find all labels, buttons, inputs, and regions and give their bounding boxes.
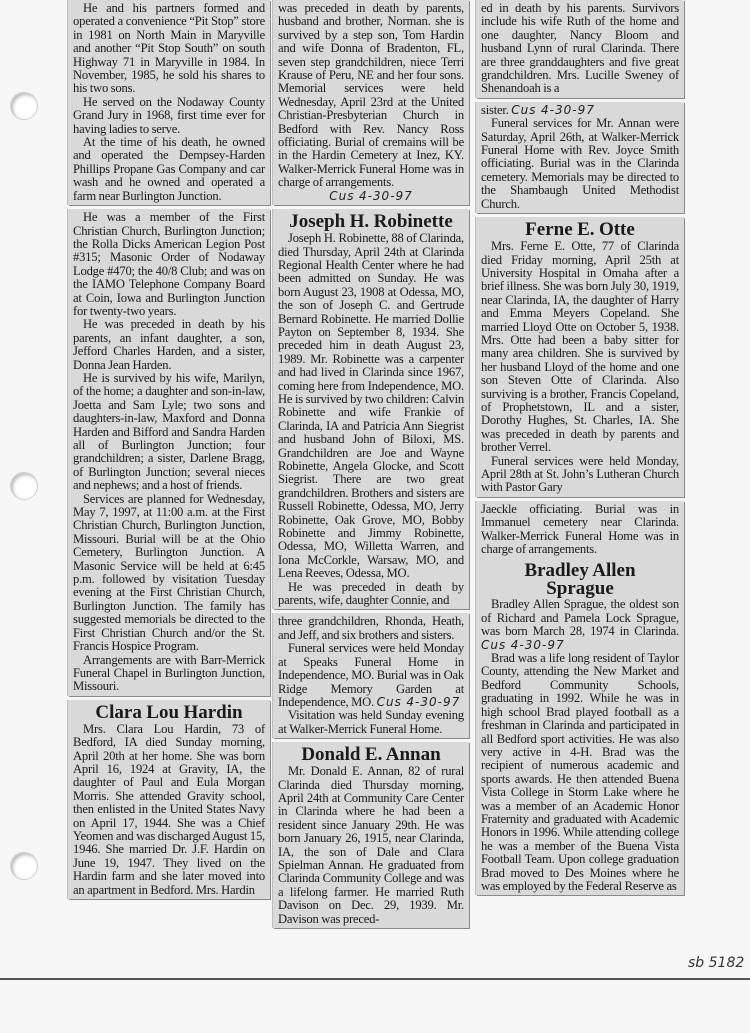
paragraph: At the time of his death, he owned and operated the Dempsey-Harden Phillips Propane Gas Company and car wash and he owned and operated a farm near Burlington Junction. <box>73 135 265 203</box>
paragraph: Joseph H. Robinette, 88 of Clarinda, died Thursday, April 24th at Clarinda Regional Health Center where he had been admitted on Sunday. He was born August 23, 1908 at Odessa, MO, the son of Joseph C. and Gertrude Bernard Robinette. He married Dollie Payton on September 8, 1934. She preceded him in death August 23, 1989. Mr. Robinette was a carpenter and had lived in Clarinda since 1967, coming here from Independence, MO. He is survived by two children: Calvin Robinette and wife Frankie of Clarinda, IA and Patricia Ann Siegrist and husband John of Biloxi, MS. Grandchildren are Joe and Wayne Robinette, Angela Glocke, and Scott Siegrist. There are two great grandchildren. Brothers and sisters are Russell Robinette, Odessa, MO, Jerry Robinette, Oak Grove, MO, Bobby Robinette and Jimmy Robinette, Odessa, MO, Willetta Warren, and Iona McCorkle, Warsaw, MO, and Lena Reeves, Odessa, MO. <box>278 231 464 581</box>
clipping-bradley-sprague <box>476 501 684 896</box>
obituary-headline: Joseph H. Robinette <box>289 211 453 233</box>
page-reference-handwritten: sb 5182 <box>688 955 745 971</box>
clipping-joseph-robinette <box>273 209 469 609</box>
paragraph: He and his partners formed and operated a convenience “Pit Stop” store in 1981 on North Main in Maryville and another “Pit Stop South” on south Highway 71 in Maryville in 1984. In November, 1985, he sold his shares to his two sons. <box>73 1 265 96</box>
paragraph: He was a member of the First Christian Church, Burlington Junction; the Rolla Dicks American Legion Post #315; Masonic Order of Nodaway Lodge #470; the 40/8 Club; and was on the IAMO Telephone Company Board at Coin, Iowa and Burlington Junction for twenty-two years. <box>73 210 265 318</box>
clipping-joseph-robinette-continued <box>273 613 469 738</box>
handwritten-annotation: Cus 4-30-97 <box>329 188 413 203</box>
paragraph: He is survived by his wife, Marilyn, of the home; a daughter and son-in-law, Joetta and Sam Lyle; two sons and daughters-in-law, Maxford and Donna Harden and Bifford and Sandra Harden all of Burlington Junction; four grandchildren; a sister, Darlene Bragg, of Burlington Junction; several nieces and nephews; and a host of friends. <box>73 370 265 493</box>
paragraph: Mrs. Clara Lou Hardin, 73 of Bedford, IA died Sunday morning, April 20th at her home. She was born April 16, 1924 at Gravity, IA, the daughter of Paul and Eula Morgan Morris. She attended Gravity school, then enlisted in the United States Navy on April 17, 1944. She was a Chief Yeomen and was discharged August 15, 1946. She married Dr. J.F. Hardin on June 19, 1947. They lived on the Hardin farm and she later moved into an apartment in Bedford. Mrs. Hardin <box>73 721 265 897</box>
binder-hole <box>10 852 38 880</box>
paragraph-text: Funeral services were held Monday at Speaks Funeral Home in Independence, MO. Burial was in Oak Ridge Memory Garden at Independence, MO. <box>278 641 464 709</box>
obituary-headline: Ferne E. Otte <box>525 219 635 241</box>
obituary-headline <box>481 562 679 598</box>
paragraph: Services are planned for Wednesday, May 7, 1997, at 11:00 a.m. at the First Christian Church, Burlington Junction, Missouri. Burial will be at the Ohio Cemetery, Burlington Junction. A Masonic Service will be held at 6:45 p.m. followed by visitation Tuesday evening at the First Christian Church, Burlington Junction. The family has suggested memorials be directed to the First Christian Church and/or the St. Francis Hospice Program. <box>73 491 265 654</box>
handwritten-annotation: Cus 4-30-97 <box>481 637 565 652</box>
clipping-donald-annan-continued <box>476 0 684 98</box>
paragraph: Funeral services for Mr. Annan were Saturday, April 26th, at Walker-Merrick Funeral Home with Rev. Joyce Smith officiating. Burial was in the Clarinda cemetery. Memorials may be directed to the Shambaugh United Methodist Church. <box>481 116 679 211</box>
left-column <box>68 0 270 899</box>
paragraph: Funeral services were held Monday, April 28th at St. John’s Lutheran Church with Pastor Gary <box>481 453 679 495</box>
clipping-harden-part2 <box>68 209 270 696</box>
headline-line: Sprague <box>546 578 614 600</box>
binder-hole <box>10 472 38 500</box>
page-divider <box>0 978 750 980</box>
paragraph: He served on the Nodaway County Grand Jury in 1968, first time ever for having ladies to serve. <box>73 94 265 136</box>
binder-hole <box>10 92 38 120</box>
paragraph: ed in death by his parents. Survivors include his wife Ruth of the home and one daughter, Nancy Bloom and husband Lynn of rural Clarinda. There are three granddaughters and five great grandchildren. Mrs. Lucille Sweney of Shenandoah is a <box>481 1 679 96</box>
paragraph-text: Bradley Allen Sprague, the oldest son of Richard and Pamela Lock Sprague, was born March 28, 1974 in Clarinda. <box>481 597 679 639</box>
handwritten-annotation: Cus 4-30-97 <box>511 102 595 117</box>
clipping-harden-part1 <box>68 0 270 205</box>
clipping-ferne-otte <box>476 217 684 497</box>
paragraph <box>481 104 679 117</box>
paragraph-text: sister. <box>481 102 509 117</box>
paragraph: Visitation was held Sunday evening at Walker-Merrick Funeral Home. <box>278 708 464 736</box>
paragraph <box>278 642 464 709</box>
clipping-clara-lou-hardin <box>68 700 270 899</box>
paragraph: Jaeckle officiating. Burial was in Immanuel cemetery near Clarinda. Walker-Merrick Funeral Home was in charge of arrangements. <box>481 501 679 557</box>
paragraph <box>481 598 679 652</box>
paragraph: Brad was a life long resident of Taylor County, attending the New Market and Bedford Community Schools, graduating in 1992. While he was in high school Brad played football as a freshman in Clarinda and participated in all Bedford sport activities. He was also very active in 4-H. Brad was the recipient of numerous academic and sports awards. He then attended Buena Vista College in Storm Lake where he was a member of an Academic Honor Fraternity and graduated with Academic Honors in 1996. While attending college he was a member of the Buena Vista Football Team. Upon college graduation Brad moved to Des Moines where he was employed by the Federal Reserve as <box>481 651 679 893</box>
paragraph: He was preceded in death by parents, wife, daughter Connie, and <box>278 579 464 608</box>
paragraph: Arrangements are with Barr-Merrick Funeral Chapel in Burlington Junction, Missouri. <box>73 652 265 694</box>
paragraph: Mrs. Ferne E. Otte, 77 of Clarinda died Friday morning, April 25th at University Hospital in Omaha after a brief illness. She was born July 30, 1919, near Clarinda, IA, the daughter of Harry and Emma Meyers Copeland. She married Lloyd Otte on October 5, 1938. Mrs. Otte had been a baby sitter for many area children. She is survived by her husband Lloyd of the home and one son Steven Otte of Clarinda. Also surviving is a brother, Francis Copeland, of Prophetstown, IL and a sister, Dorothy Hughes, St. Charles, IA. She was preceded in death by parents and brother Verrel. <box>481 239 679 455</box>
paragraph: He was preceded in death by his parents, an infant daughter, a son, Jefford Charles Harden, and a sister, Donna Jean Harden. <box>73 317 265 372</box>
handwritten-annotation: Cus 4-30-97 <box>376 694 461 709</box>
clipping-donald-annan <box>273 742 469 928</box>
paragraph: three grandchildren, Rhonda, Heath, and Jeff, and six brothers and sisters. <box>278 614 464 642</box>
paragraph: Mr. Donald E. Annan, 82 of rural Clarinda died Thursday morning, April 24th at Community Care Center in Clarinda where he had been a resident since January 29th. He was born January 26, 1915, near Clarinda, IA, the son of Dale and Clara Spielman Annan. He graduated from Clarinda Community College and was a lifelong farmer. He married Ruth Davison on Dec. 29, 1939. Mr. Davison was preced- <box>278 764 464 926</box>
paragraph: was preceded in death by parents, husband and brother, Norman. she is survived by a step son, Tom Hardin and wife Donna of Bradenton, FL, seven step grandchildren, niece Terri Krause of Peru, NE and her four sons. Memorial services were held Wednesday, April 23rd at the United Christian-Presbyterian Church in Bedford with Rev. Nancy Ross officiating. Burial of cremains will be in the Hardin Cemetery at Inez, KY. Walker-Merrick Funeral Home was in charge of arrangements. <box>278 1 464 190</box>
clipping-donald-annan-services <box>476 102 684 213</box>
obituary-headline: Donald E. Annan <box>301 744 441 766</box>
obituary-headline: Clara Lou Hardin <box>95 701 243 723</box>
right-column <box>476 0 684 895</box>
headline-line: Bradley Allen <box>524 560 636 582</box>
clipping-clara-hardin-continued <box>273 0 469 205</box>
middle-column <box>273 0 469 928</box>
